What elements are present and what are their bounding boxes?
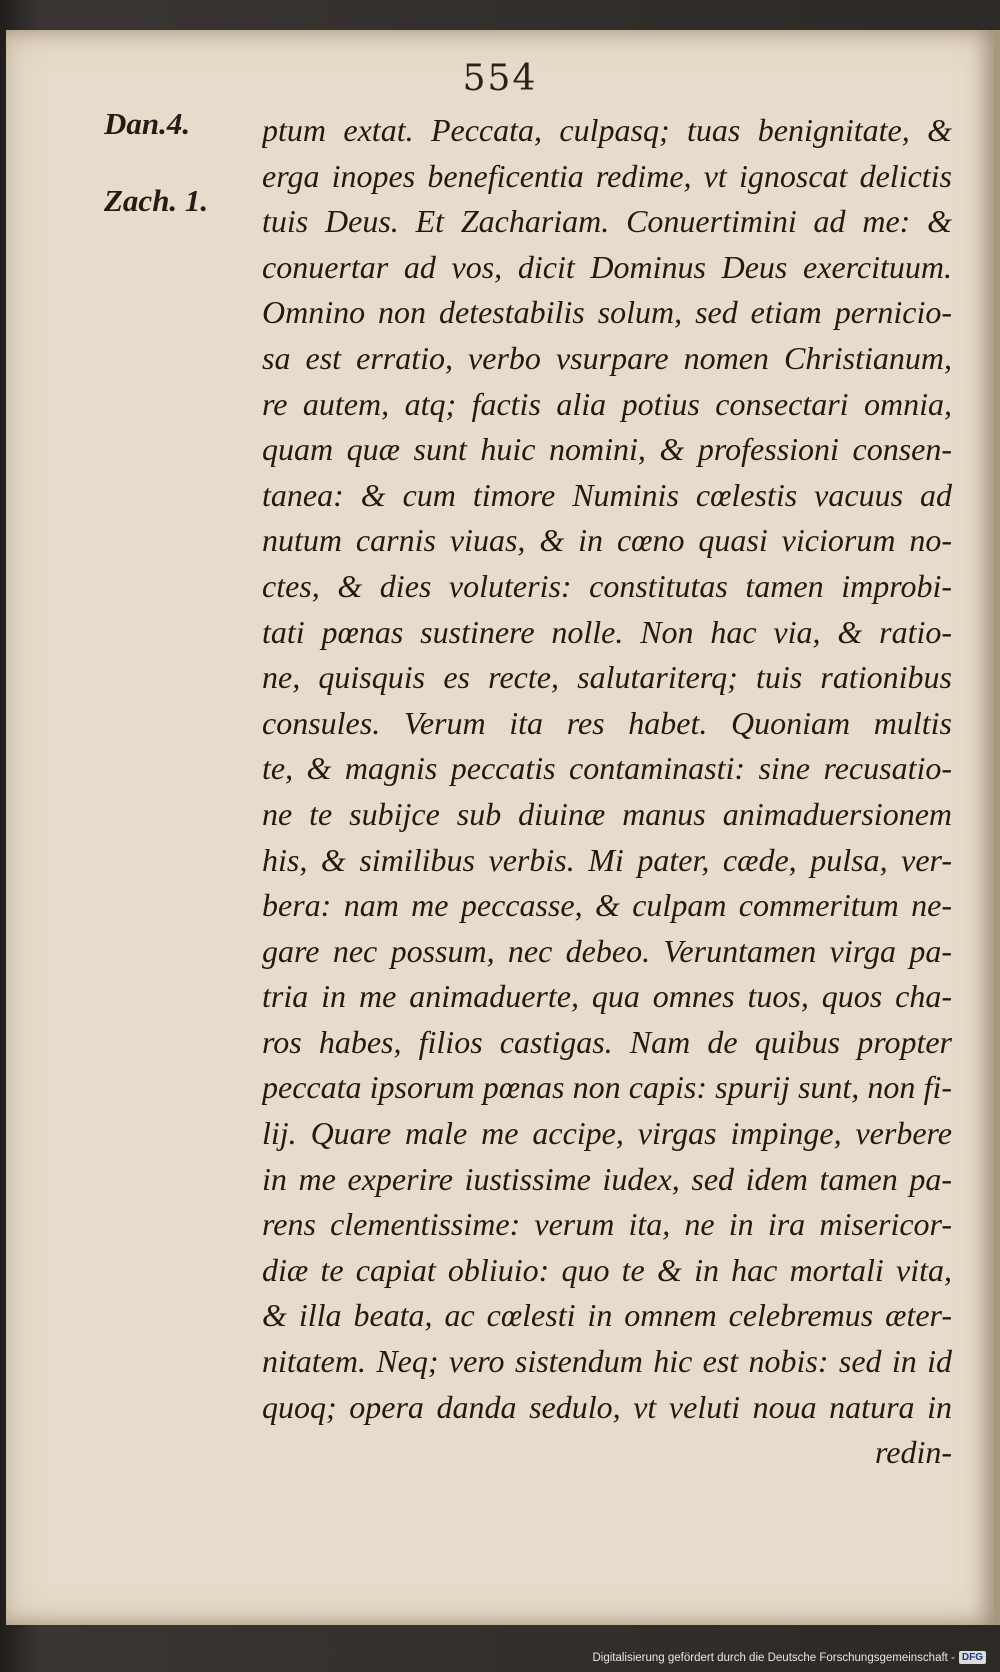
- text-line: ptum extat. Peccata, culpasq; tuas benignitate, &: [262, 112, 952, 148]
- text-line: erga inopes beneficentia redime, vt ignoscat delictis: [262, 157, 952, 194]
- text-line: re autem, atq; factis alia potius consectari omnia,: [262, 385, 952, 422]
- page-number: 554: [462, 58, 538, 99]
- text-line: tuis Deus. Et Zachariam. Conuertimini ad me: &: [262, 203, 952, 240]
- text-line: ne, quisquis es recte, salutariterq; tuis rationibus: [262, 659, 952, 696]
- text-line: ne te subijce sub diuinæ manus animaduersionem: [262, 795, 952, 832]
- text-line: ros habes, filios castigas. Nam de quibus propter: [262, 1023, 952, 1060]
- margin-note-zach: Zach. 1.: [104, 183, 209, 218]
- text-line: & illa beata, ac cœlesti in omnem celebremus æter-: [262, 1297, 952, 1334]
- body-text: [262, 108, 952, 1476]
- text-line: bera: nam me peccasse, & culpam commeritum ne-: [262, 887, 952, 924]
- text-line: conuertar ad vos, dicit Dominus Deus exercituum.: [262, 248, 952, 285]
- footer-credit-text: Digitalisierung gefördert durch die Deutsche Forschungsgemeinschaft -: [592, 1651, 955, 1664]
- text-line: his, & similibus verbis. Mi pater, cæde, pulsa, ver-: [262, 841, 952, 878]
- text-line: nutum carnis viuas, & in cœno quasi viciorum no-: [262, 522, 952, 559]
- margin-note-dan: Dan.4.: [104, 106, 191, 141]
- text-line: tanea: & cum timore Numinis cœlestis vacuus ad: [262, 476, 952, 513]
- text-line: tati pœnas sustinere nolle. Non hac via, & ratio-: [262, 613, 952, 650]
- text-line: te, & magnis peccatis contaminasti: sine recusatio-: [262, 750, 952, 787]
- text-line: consules. Verum ita res habet. Quoniam multis: [262, 704, 952, 741]
- text-line: Omnino non detestabilis solum, sed etiam pernicio-: [262, 294, 952, 331]
- text-line: gare nec possum, nec debeo. Veruntamen virga pa-: [262, 932, 952, 969]
- text-line: lij. Quare male me accipe, virgas impinge, verbere: [262, 1115, 952, 1152]
- text-line: tria in me animaduerte, qua omnes tuos, quos cha-: [262, 978, 952, 1015]
- digitization-footer: [592, 1651, 986, 1664]
- dfg-logo-icon: DFG: [959, 1651, 986, 1664]
- catchword: redin-: [874, 1434, 952, 1471]
- text-line: in me experire iustissime iudex, sed idem tamen pa-: [262, 1160, 952, 1197]
- text-line: sa est erratio, verbo vsurpare nomen Christianum,: [262, 339, 952, 376]
- text-line: quam quæ sunt huic nomini, & professioni consen-: [262, 431, 952, 468]
- text-line: quoq; opera danda sedulo, vt veluti noua natura in: [262, 1388, 952, 1425]
- text-line: rens clementissime: verum ita, ne in ira misericor-: [262, 1206, 952, 1243]
- text-line: nitatem. Neq; vero sistendum hic est nobis: sed in id: [262, 1343, 952, 1380]
- text-line: diæ te capiat obliuio: quo te & in hac mortali vita,: [262, 1251, 952, 1288]
- text-line: peccata ipsorum pœnas non capis: spurij sunt, non fi-: [262, 1069, 952, 1106]
- text-line: ctes, & dies voluteris: constitutas tamen improbi-: [262, 567, 952, 604]
